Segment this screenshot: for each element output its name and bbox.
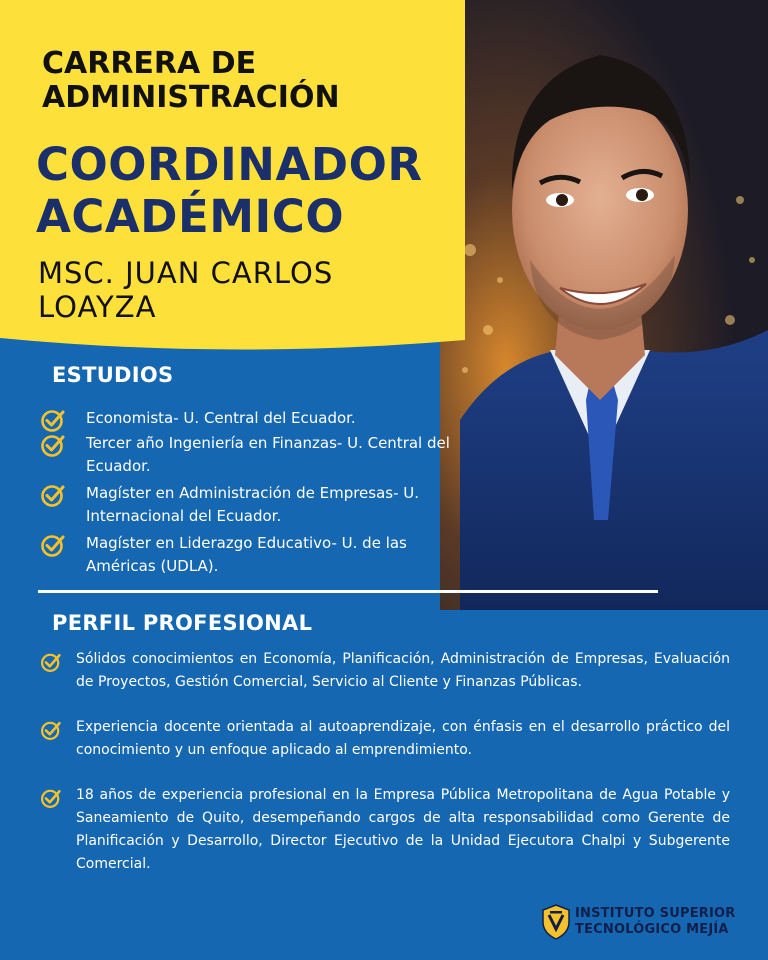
name-line-1: MSC. JUAN CARLOS bbox=[38, 256, 334, 290]
check-circle-icon bbox=[40, 482, 66, 508]
portrait-photo bbox=[440, 0, 768, 610]
study-text: Magíster en Liderazgo Educativo- U. de las Américas (UDLA). bbox=[86, 534, 407, 575]
study-text: Tercer año Ingeniería en Finanzas- U. Central del Ecuador. bbox=[86, 434, 450, 475]
profile-text: Experiencia docente orientada al autoaprendizaje, con énfasis en el desarrollo práctico del conocimiento y un enfoque aplicado al emprendimiento. bbox=[76, 719, 730, 758]
check-circle-icon bbox=[40, 719, 62, 741]
check-circle-icon bbox=[40, 787, 62, 809]
study-text: Magíster en Administración de Empresas- U. Internacional del Ecuador. bbox=[86, 484, 420, 525]
name-line-2: LOAYZA bbox=[38, 290, 157, 324]
profile-title: PERFIL PROFESIONAL bbox=[52, 611, 313, 635]
list-item bbox=[40, 532, 480, 578]
list-item bbox=[40, 432, 480, 478]
studies-list bbox=[40, 407, 480, 578]
list-item bbox=[40, 784, 730, 876]
institute-logo bbox=[541, 904, 751, 940]
studies-title: ESTUDIOS bbox=[52, 363, 174, 387]
shield-icon bbox=[541, 904, 571, 940]
career-line-1: CARRERA DE bbox=[42, 46, 257, 81]
check-circle-icon bbox=[40, 532, 66, 558]
career-line-2: ADMINISTRACIÓN bbox=[42, 80, 340, 115]
role-line-2: ACADÉMICO bbox=[36, 190, 345, 243]
role-line-1: COORDINADOR bbox=[36, 138, 423, 191]
check-circle-icon bbox=[40, 407, 66, 433]
person-name bbox=[38, 256, 458, 324]
profile-text: Sólidos conocimientos en Economía, Planificación, Administración de Empresas, Evaluación de Proyectos, Gestión Comercial, Servicio al Cliente y Finanzas Públicas. bbox=[76, 651, 730, 690]
logo-text bbox=[575, 906, 736, 938]
role-heading bbox=[36, 139, 456, 243]
list-item bbox=[40, 482, 480, 528]
study-text: Economista- U. Central del Ecuador. bbox=[86, 409, 356, 427]
list-item bbox=[40, 648, 730, 694]
section-divider bbox=[38, 590, 658, 593]
profile-text: 18 años de experiencia profesional en la Empresa Pública Metropolitana de Agua Potable y Saneamiento de Quito, desempeñando cargos de alta responsabilidad como Gerente de Planificación y Desarrollo, Director Ejecutivo de la Unidad Ejecutora Chalpi y Subgerente Comercial. bbox=[76, 787, 730, 872]
list-item bbox=[40, 716, 730, 762]
check-circle-icon bbox=[40, 432, 66, 458]
logo-line-2: TECNOLÓGICO MEJÍA bbox=[575, 922, 729, 937]
profile-list bbox=[40, 648, 730, 876]
career-heading bbox=[42, 47, 442, 115]
logo-line-1: INSTITUTO SUPERIOR bbox=[575, 906, 736, 921]
list-item bbox=[40, 407, 480, 430]
check-circle-icon bbox=[40, 651, 62, 673]
